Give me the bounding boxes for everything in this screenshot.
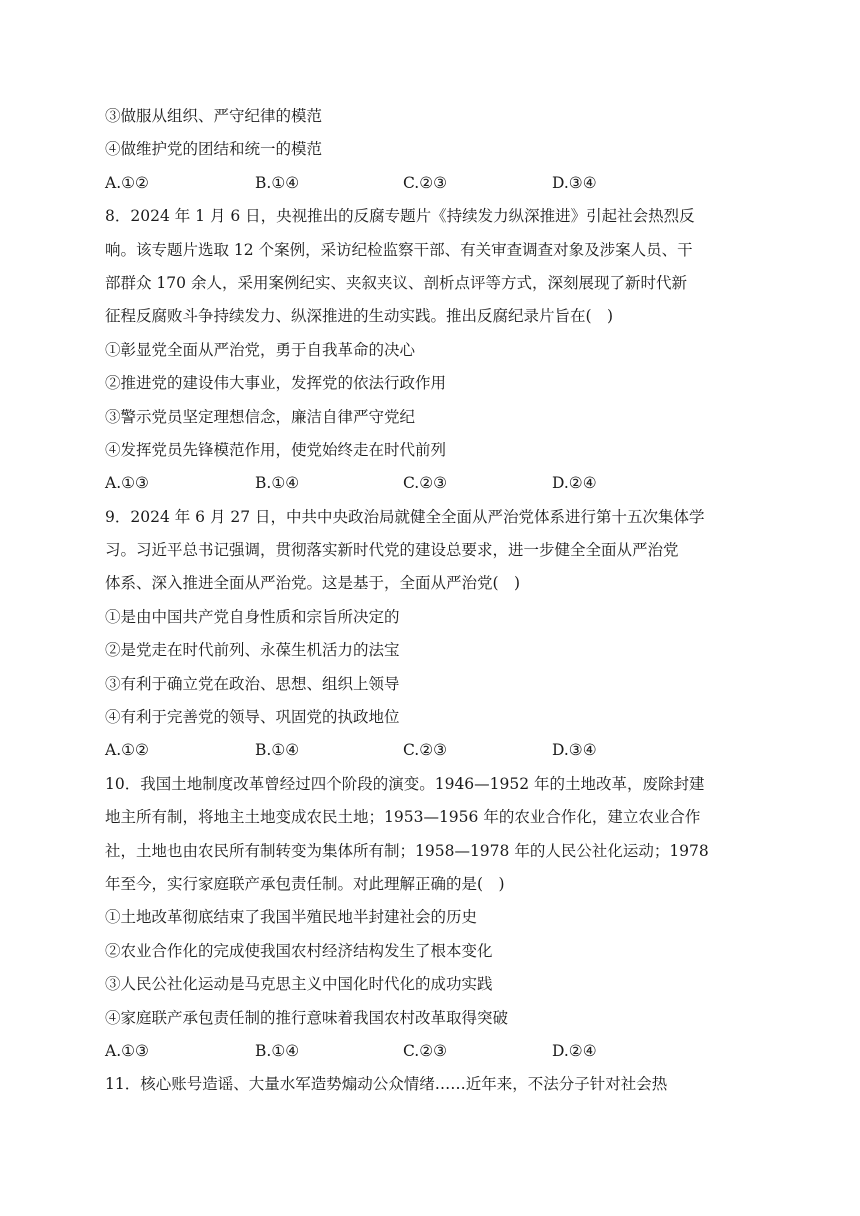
q9-option-d: D.③④ — [552, 741, 597, 760]
q10-option-d: D.②④ — [552, 1041, 597, 1060]
q8-option-c: C.②③ — [403, 474, 448, 493]
q10-option-b: B.①④ — [255, 1041, 300, 1060]
q9-options — [105, 734, 755, 767]
q9-item-1: ①是由中国共产党自身性质和宗旨所决定的 — [105, 607, 400, 626]
q10-item-3: ③人民公社化运动是马克思主义中国化时代化的成功实践 — [105, 975, 493, 994]
question-11 — [105, 1068, 755, 1101]
q8-stem-line: 响。该专题片选取 12 个案例，采访纪检监察干部、有关审查调查对象及涉案人员、干 — [105, 240, 693, 259]
q7-option-c: C.②③ — [403, 173, 448, 192]
q8-option-a: A.①③ — [105, 474, 149, 493]
q9-stem-line: 习。习近平总书记强调，贯彻落实新时代党的建设总要求，进一步健全全面从严治党 — [105, 541, 679, 560]
q9-stem-line: 9．2024 年 6 月 27 日，中共中央政治局就健全全面从严治党体系进行第十五次集体学 — [105, 507, 705, 526]
q10-item-4: ④家庭联产承包责任制的推行意味着我国农村改革取得突破 — [105, 1008, 509, 1027]
q11-stem-line: 11．核心账号造谣、大量水军造势煽动公众情绪……近年来，不法分子针对社会热 — [105, 1075, 668, 1094]
q10-item-2: ②农业合作化的完成使我国农村经济结构发生了根本变化 — [105, 941, 493, 960]
q10-item-1: ①土地改革彻底结束了我国半殖民地半封建社会的历史 — [105, 908, 478, 927]
q8-item-3: ③警示党员坚定理想信念，廉洁自律严守党纪 — [105, 407, 416, 426]
q10-stem-line: 社，土地也由农民所有制转变为集体所有制；1958—1978 年的人民公社化运动；1978 — [105, 841, 709, 860]
q8-option-d: D.②④ — [552, 474, 597, 493]
question-10 — [105, 768, 755, 1069]
q7-option-d: D.③④ — [552, 173, 597, 192]
q10-stem-line: 年至今，实行家庭联产承包责任制。对此理解正确的是( ) — [105, 874, 505, 893]
q10-options — [105, 1035, 755, 1068]
q7-option-a: A.①② — [105, 173, 149, 192]
q7-options — [105, 167, 755, 200]
q10-option-a: A.①③ — [105, 1041, 149, 1060]
q8-item-4: ④发挥党员先锋模范作用，使党始终走在时代前列 — [105, 440, 447, 459]
q7-option-b: B.①④ — [255, 173, 300, 192]
q8-item-2: ②推进党的建设伟大事业，发挥党的依法行政作用 — [105, 374, 447, 393]
q8-option-b: B.①④ — [255, 474, 300, 493]
q8-item-1: ①彰显党全面从严治党，勇于自我革命的决心 — [105, 340, 416, 359]
q9-item-3: ③有利于确立党在政治、思想、组织上领导 — [105, 674, 400, 693]
q10-stem-line: 地主所有制，将地主土地变成农民土地；1953—1956 年的农业合作化，建立农业合作 — [105, 808, 701, 827]
question-9 — [105, 501, 755, 768]
q8-stem-line: 8．2024 年 1 月 6 日，央视推出的反腐专题片《持续发力纵深推进》引起社会热烈反 — [105, 207, 695, 226]
q9-option-a: A.①② — [105, 741, 149, 760]
q10-option-c: C.②③ — [403, 1041, 448, 1060]
q8-options — [105, 467, 755, 500]
q9-item-4: ④有利于完善党的领导、巩固党的执政地位 — [105, 708, 400, 727]
q7-item-3: ③做服从组织、严守纪律的模范 — [105, 107, 323, 125]
q10-stem-line: 10．我国土地制度改革曾经过四个阶段的演变。1946—1952 年的土地改革，废除封建 — [105, 774, 705, 793]
q9-option-b: B.①④ — [255, 741, 300, 760]
question-7-tail — [105, 100, 755, 200]
q9-option-c: C.②③ — [403, 741, 448, 760]
q8-stem-line: 部群众 170 余人，采用案例纪实、夹叙夹议、剖析点评等方式，深刻展现了新时代新 — [105, 273, 687, 292]
q9-stem-line: 体系、深入推进全面从严治党。这是基于，全面从严治党( ) — [105, 574, 521, 593]
q7-item-4: ④做维护党的团结和统一的模范 — [105, 140, 323, 159]
q9-item-2: ②是党走在时代前列、永葆生机活力的法宝 — [105, 641, 400, 660]
question-8 — [105, 200, 755, 501]
q8-stem-line: 征程反腐败斗争持续发力、纵深推进的生动实践。推出反腐纪录片旨在( ) — [105, 307, 614, 326]
exam-page — [105, 100, 755, 1102]
